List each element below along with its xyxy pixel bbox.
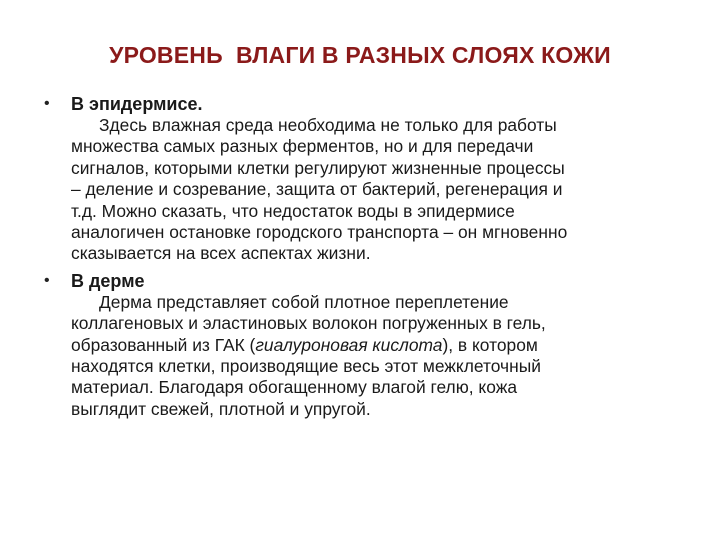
section-heading: В эпидермисе. xyxy=(71,94,203,114)
italic-term: гиалуроновая кислота xyxy=(255,334,443,355)
text-line: Здесь влажная среда необходима не только для работы xyxy=(99,115,557,135)
text-line: сказывается на всех аспектах жизни. xyxy=(71,243,371,264)
bullet-list xyxy=(44,94,684,426)
slide-title: УРОВЕНЬ ВЛАГИ В РАЗНЫХ СЛОЯХ КОЖИ xyxy=(109,42,611,68)
text-line: – деление и созревание, защита от бактерий, регенерация и xyxy=(71,179,563,200)
text-line: материал. Благодаря обогащенному влагой гелю, кожа xyxy=(71,377,517,398)
text-line: коллагеновых и эластиновых волокон погруженных в гель, xyxy=(71,313,546,334)
text-line: ), в котором xyxy=(442,334,538,355)
text-line: т.д. Можно сказать, что недостаток воды в эпидермисе xyxy=(71,200,515,221)
bullet-item-epidermis xyxy=(44,94,684,265)
text-line: образованный из ГАК ( xyxy=(71,334,256,355)
text-line: множества самых разных ферментов, но и для передачи xyxy=(71,136,534,157)
section-text xyxy=(71,292,684,420)
text-line: выглядит свежей, плотной и упругой. xyxy=(71,398,371,419)
bullet-icon: • xyxy=(44,271,50,289)
section-text xyxy=(71,115,684,265)
bullet-item-dermis xyxy=(44,271,684,420)
text-line: Дерма представляет собой плотное переплетение xyxy=(99,291,509,312)
text-line: сигналов, которыми клетки регулируют жизненные процессы xyxy=(71,157,565,178)
text-line: находятся клетки, производящие весь этот межклеточный xyxy=(71,356,541,377)
bullet-icon: • xyxy=(44,95,50,112)
section-heading: В дерме xyxy=(71,270,145,291)
text-line: аналогичен остановке городского транспорта – он мгновенно xyxy=(71,222,568,243)
